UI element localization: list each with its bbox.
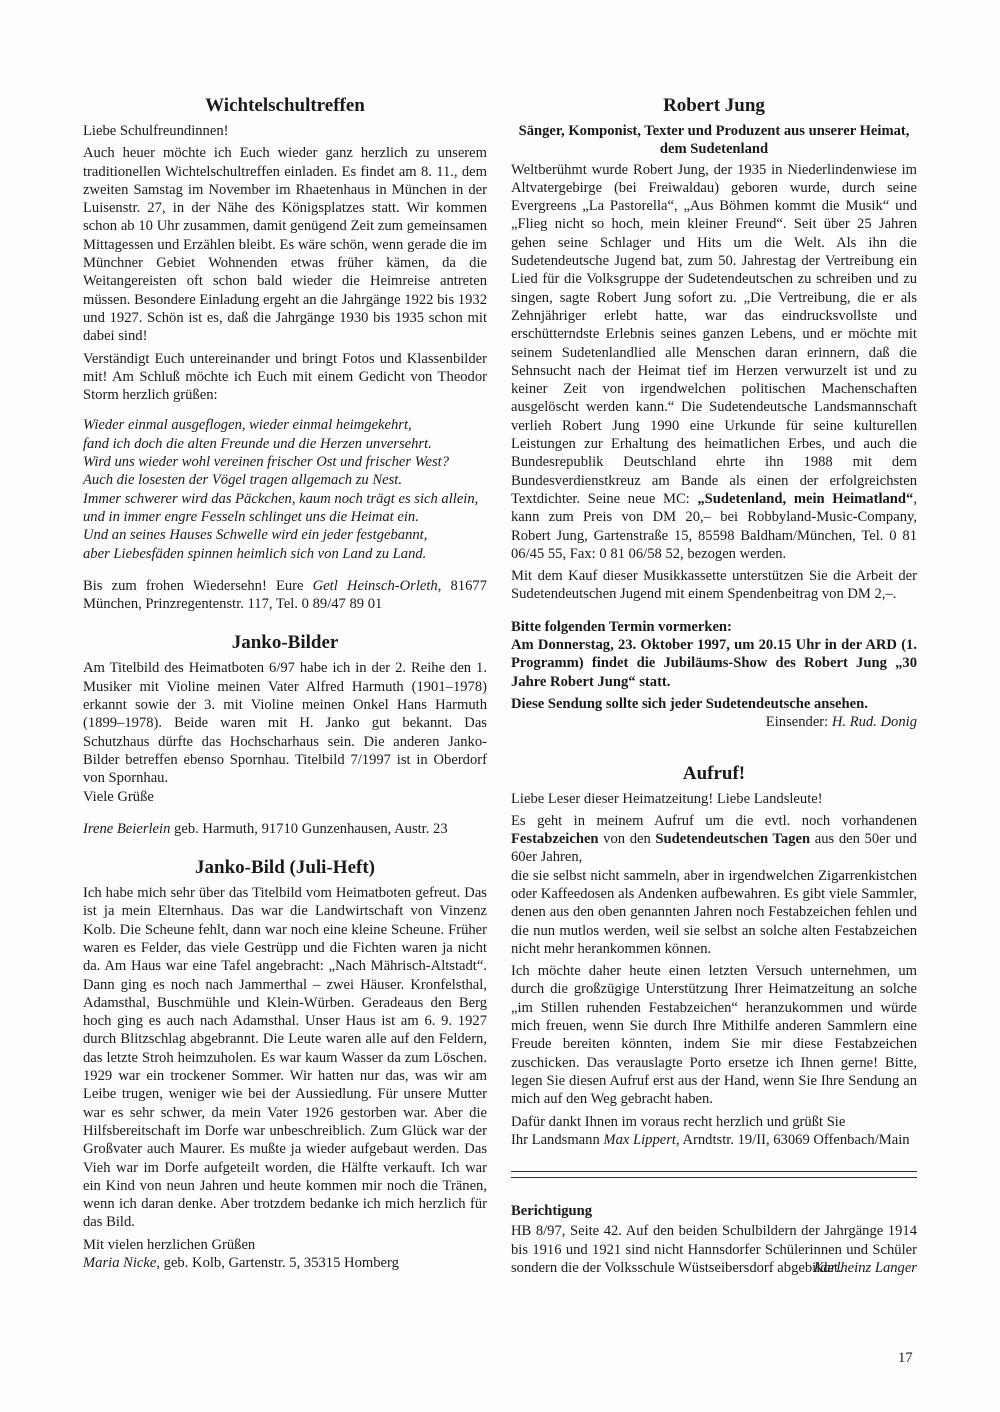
poem-line: Wieder einmal ausgeflogen, wieder einmal heimgekehrt,: [83, 417, 412, 434]
paragraph: Auch heuer möchte ich Euch wieder ganz herzlich zu unserem traditionellen Wichtelschultreffen einladen. Es findet am 8. 11., dem zweiten Samstag im November im Rhaetenhaus in München in der Luisenstr. 27, in der Nähe des Königsplatzes statt. Wir kommen schon ab 10 Uhr zusammen, damit genügend Zeit zum gemeinsamen Mittagessen und Erzählen bleibt. Es wäre schön, wenn gerade die im Münchner Gebiet Wohnenden etwas früher kämen, da die Weitangereisten oft schon bald wieder die Heimreise antreten müssen. Besondere Einladung ergeht an die Jahrgänge 1922 bis 1932 und 1927. Schön ist es, daß die Jahrgänge 1930 bis 1935 schon mit dabei sind!: [83, 145, 487, 345]
closing: Bis zum frohen Wiedersehn! Eure Getl Heinsch-Orleth, 81677 München, Prinzregentenstr. 117, Tel. 0 89/47 89 01: [83, 577, 487, 613]
termin-heading: Bitte folgenden Termin vormerken:: [511, 618, 732, 635]
paragraph: Ich habe mich sehr über das Titelbild vom Heimatboten gefreut. Das ist ja mein Elternhaus. Das war die Landwirtschaft von Vinzenz Kolb. Die Scheune fehlt, dann war noch eine kleine Scheune. Früher waren es Felder, das viele Gestrüpp und die Fichten waren ja nicht da. Am Haus war eine Tafel angebracht: „Nach Mährisch-Altstadt“. Dann ging es noch nach Jammerthal – zwei Häuser. Kronfelsthal, Adamsthal, Buschmühle und Klein-Würben. Geradeaus den Berg hoch ging es auch nach Adamsthal. Unser Haus ist am 6. 9. 1927 durch Blitzschlag abgebrannt. Die Leute waren alle auf den Feldern, das letzte Stroh heimzuholen. Es war kaum Wasser da zum Löschen. 1929 war ein trockener Sommer. Wir hatten nur das, was wir am Leibe trugen, weniger wie bei der Aussiedlung. Für unsere Mutter war es sehr schwer, da mein Vater 1926 gestorben war. Aber die Hilfsbereitschaft im Dorfe war unbeschreiblich. Zum Glück war der Großvater auch Maurer. Es mußte ja wieder aufgebaut werden. Das Vieh war im Dorfe aufgeteilt worden, die Hälfte verkauft. Ich war ein Kind von neun Jahren und heute kommen mir noch die Tränen, wenn ich daran denke. Aber trotzdem bedanke ich mich herzlich für das Bild.: [83, 885, 487, 1231]
poem-line: Auch die losesten der Vögel tragen allgemach zu Nest.: [83, 472, 402, 489]
poem-line: und in immer engre Fesseln schlinget uns die Heimat ein.: [83, 508, 419, 525]
paragraph: Mit dem Kauf dieser Musikkassette unterstützen Sie die Arbeit der Sudetendeutschen Jugend mit einem Spendenbeitrag von DM 2,–.: [511, 568, 917, 603]
sender: Maria Nicke, geb. Kolb, Gartenstr. 5, 35315 Homberg: [83, 1255, 399, 1272]
paragraph: HB 8/97, Seite 42. Auf den beiden Schulbildern der Jahrgänge 1914 bis 1916 und 1921 sind nicht Hannsdorfer Schülerinnen und Schüler sondern die der Volksschule Wüstseibersdorf abgebildet.: [511, 1223, 917, 1277]
author-name: Karlheinz Langer: [813, 1260, 917, 1277]
article-title: Aufruf!: [682, 762, 746, 784]
article-subtitle: Sänger, Komponist, Texter und Produzent aus unserer Heimat, dem Sudetenland: [518, 123, 910, 158]
poem-line: Immer schwerer wird das Päckchen, kaum noch trägt es sich allein,: [83, 490, 479, 507]
article-title: Wichtelschultreffen: [205, 95, 365, 116]
left-column: [83, 94, 487, 1276]
paragraph: Weltberühmt wurde Robert Jung, der 1935 in Niederlindenwiese im Altvatergebirge (bei Freiwaldau) geboren wurde, durch seine Evergreens „La Pastorella“, „Aus Böhmen kommt die Musik“ und „Flieg nicht so hoch, mein kleiner Freund“. Seit über 25 Jahren gehen seine Schlager und Hits um die Welt. Als ihn die Sudetendeutsche Jugend bat, zum 50. Jahrestag der Vertreibung ein Lied für die Volksgruppe der Sudetendeutschen zu schreiben und zu singen, sagte Robert Jung sofort zu. „Die Vertreibung, die er als Zehnjähriger erlebt hatte, war das eindrucksvollste und erschütterndste Erlebnis seines ganzen Lebens, und er möchte mit seinem Sudetenlandlied alle Menschen daran erinnern, daß die Sehnsucht nach der Heimat tief im Herzen verwurzelt ist und zu keiner Zeit von irgendwelchen politischen Machenschaften ausgelöscht werden kann.“ Die Sudetendeutsche Landsmannschaft verlieh Robert Jung 1990 eine Urkunde für seine kulturellen Leistungen zur Erhaltung des heimatlichen Erbes, und auch die Bundesrepublik Deutschland ehrte ihn 1988 mit dem Bundesverdienstkreuz am Bande als einen der erfolgreichsten Textdichter. Seine neue MC: „Sudetenland, mein Heimatland“, kann zum Preis von DM 20,– bei Robbyland-Music-Company, Robert Jung, Gartenstraße 15, 85598 Baldham/München, Tel. 0 81 06/45 55, Fax: 0 81 06/58 52, bezogen werden.: [511, 161, 917, 562]
author-name: H. Rud. Donig: [831, 714, 917, 731]
greeting: Viele Grüße: [83, 788, 154, 805]
divider: [511, 1171, 917, 1178]
poem-line: Und an seines Hauses Schwelle wird ein jeder festgebannt,: [83, 527, 428, 544]
sender: Irene Beierlein geb. Harmuth, 91710 Gunzenhausen, Austr. 23: [83, 820, 448, 837]
article-aufruf: [511, 762, 917, 1150]
sender: Ihr Landsmann Max Lippert, Arndtstr. 19/II, 63069 Offenbach/Main: [511, 1131, 910, 1148]
paragraph: Dafür dankt Ihnen im voraus recht herzlich und grüßt Sie: [511, 1113, 846, 1130]
paragraph: Verständigt Euch untereinander und bringt Fotos und Klassenbilder mit! Am Schluß möchte ich Euch mit einem Gedicht von Theodor Storm herzlich grüßen:: [83, 350, 487, 404]
article-robert-jung: [511, 94, 917, 732]
paragraph: Ich möchte daher heute einen letzten Versuch unternehmen, um durch die großzügige Unterstützung Ihrer Heimatzeitung an solche „im Stillen ruhenden Festabzeichen“ heranzukommen und würde mich freuen, wenn Sie durch Ihre Mithilfe anderen Sammlern eine Freude bereiten könnten, indem Sie mir diese Festabzeichen zuschicken. Das verauslagte Porto ersetze ich Ihnen gerne! Bitte, legen Sie diesen Aufruf erst aus der Hand, wenn Sie Ihre Sendung an mich auf den Weg gebracht haben.: [511, 963, 917, 1108]
right-column: [511, 94, 917, 1282]
sender: Einsender: H. Rud. Donig: [765, 714, 917, 731]
mc-title: „Sudetenland, mein Heimatland“: [697, 490, 914, 507]
article-janko-bild-juli: [83, 856, 487, 1272]
author-name: Getl Heinsch-Orleth: [312, 577, 438, 594]
article-title: Robert Jung: [663, 95, 765, 116]
greeting: Mit vielen herzlichen Grüßen: [83, 1236, 256, 1253]
paragraph: Es geht in meinem Aufruf um die evtl. noch vorhandenen Festabzeichen von den Sudetendeutschen Tagen aus den 50er und 60er Jahren,: [511, 812, 917, 866]
termin-text: Am Donnerstag, 23. Oktober 1997, um 20.15 Uhr in der ARD (1. Programm) findet die Jubiläums-Show des Robert Jung „30 Jahre Robert Jung“ statt.: [511, 637, 917, 690]
termin-note: Diese Sendung sollte sich jeder Sudetendeutsche ansehen.: [511, 695, 868, 712]
page-number: 17: [898, 1350, 913, 1366]
article-title: Janko-Bild (Juli-Heft): [195, 857, 375, 879]
article-berichtigung: [511, 1202, 917, 1277]
article-title: Berichtigung: [511, 1203, 593, 1220]
author-name: Maria Nicke: [83, 1255, 157, 1272]
paragraph: Am Titelbild des Heimatboten 6/97 habe ich in der 2. Reihe den 1. Musiker mit Violine meinen Vater Alfred Harmuth (1901–1978) erkannt sowie der 3. mit Violine meinen Onkel Hans Harmuth (1899–1978). Beide waren mit H. Janko gut bekannt. Das Schutzhaus dürfte das Hochscharhaus sein. Die anderen Janko-Bilder betreffen ebenso Spornhau. Titelbild 7/1997 ist in Oberdorf von Spornhau.: [83, 660, 487, 787]
author-name: Irene Beierlein: [83, 820, 171, 837]
poem-line: fand ich doch die alten Freunde und die Herzen unversehrt.: [83, 435, 432, 452]
article-title: Janko-Bilder: [231, 632, 339, 654]
poem-line: aber Liebesfäden spinnen heimlich sich von Land zu Land.: [83, 545, 427, 562]
author-name: Max Lippert,: [603, 1131, 680, 1148]
article-wichtelschultreffen: [83, 94, 487, 613]
greeting: Liebe Schulfreundinnen!: [83, 123, 229, 139]
article-janko-bilder: [83, 631, 487, 838]
poem-line: Wird uns wieder wohl vereinen frischer Ost und frischer West?: [83, 454, 450, 471]
paragraph: Liebe Leser dieser Heimatzeitung! Liebe Landsleute!: [511, 790, 823, 807]
poem: [83, 416, 487, 562]
paragraph: die sie selbst nicht sammeln, aber in irgendwelchen Zigarrenkistchen oder Kaffeedosen als Andenken aufbewahren. Es gibt viele Sammler, denen aus den oben genannten Jahren noch Festabzeichen fehlen und die nun mutlos werden, weil sie selbst an solche alten Festabzeichen nicht mehr herankommen können.: [511, 867, 917, 957]
